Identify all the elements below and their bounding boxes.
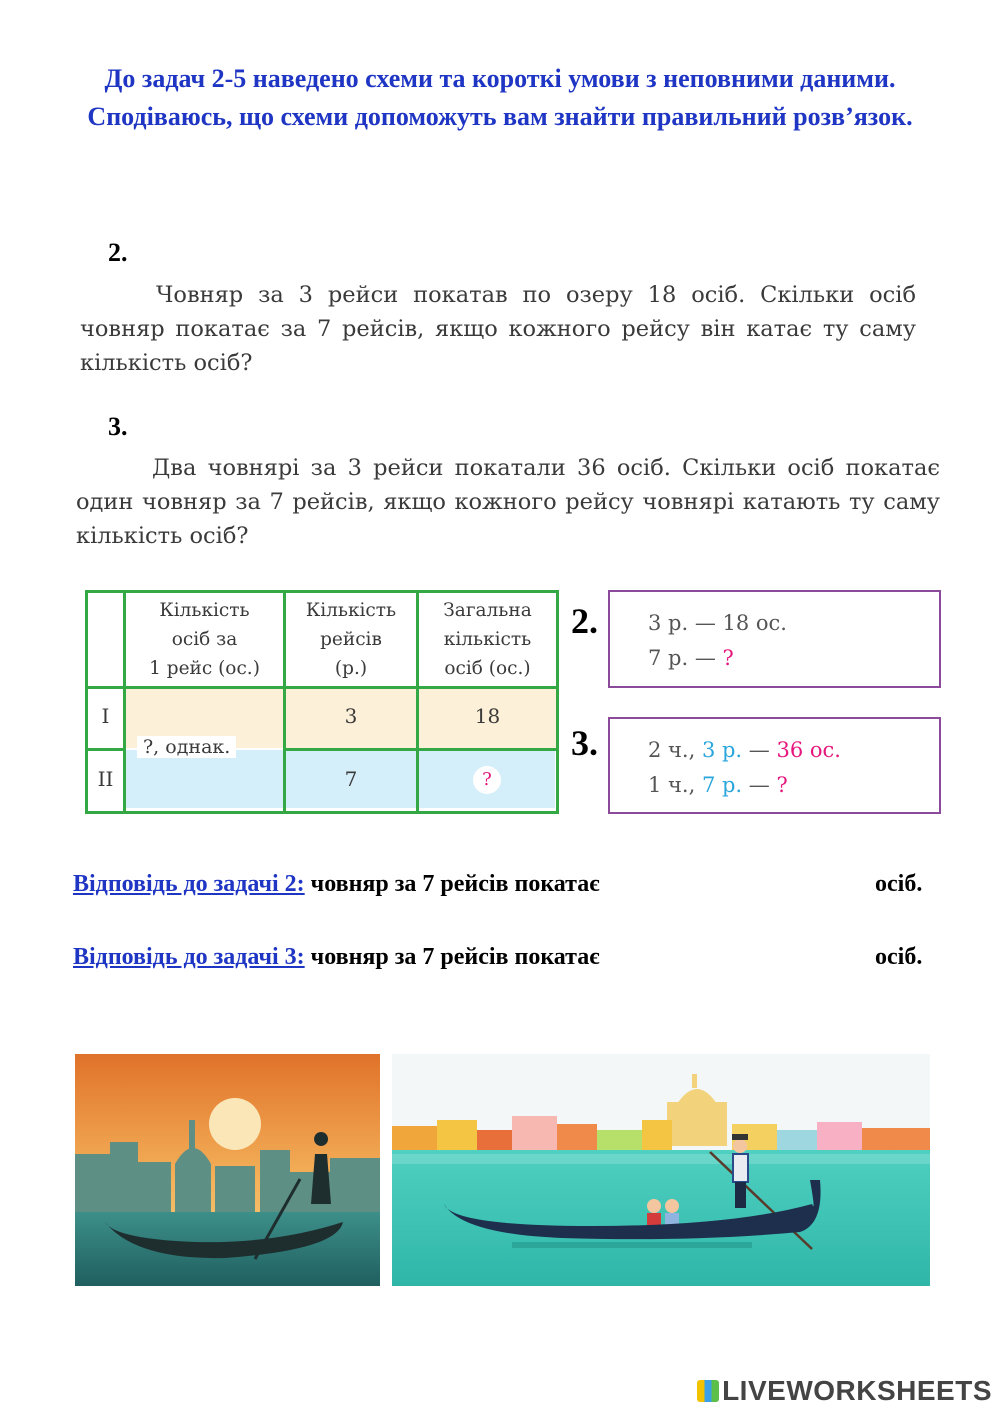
answer-2-link[interactable]: Відповідь до задачі 2: [73, 871, 305, 897]
liveworksheets-logo-icon [697, 1380, 719, 1402]
intro-text: До задач 2-5 наведено схеми та короткі умови з неповними даними. Сподіваюсь, що схеми допоможуть вам знайти правильний розв’язок. [87, 64, 913, 131]
scheme-3-number: 3. [571, 723, 598, 763]
liveworksheets-logo[interactable]: LIVEWORKSHEETS [697, 1375, 992, 1407]
problem-3-text: Два човнярі за 3 рейси покатали 36 осіб. Скільки осіб покатає один човняр за 7 рейсів, якщо кожного рейсу човнярі катають ту саму кількість осіб? [76, 455, 940, 549]
scheme-2-number: 2. [571, 601, 598, 641]
row-2-label: II [97, 767, 114, 791]
scheme-3-box [608, 717, 941, 814]
data-table [85, 590, 559, 814]
grid-line [85, 686, 559, 689]
answer-3-input[interactable] [742, 941, 862, 975]
answer-3-unit: осіб. [875, 944, 923, 970]
row-2-trips: 7 [344, 767, 358, 791]
grid-line [556, 590, 559, 814]
answer-3-link[interactable]: Відповідь до задачі 3: [73, 944, 305, 970]
sunset-gondola-illustration [75, 1054, 380, 1286]
scheme-2-box [608, 590, 941, 688]
answer-3: Відповідь до задачі 3: човняр за 7 рейсів покатає [73, 944, 600, 970]
merged-persons-per-trip: ?, однак. [137, 736, 236, 758]
grid-line [85, 811, 559, 814]
grid-line [85, 590, 559, 593]
grid-line [284, 748, 559, 751]
grid-line [85, 748, 125, 751]
row-1-trips: 3 [344, 704, 358, 728]
row-1-total: 18 [474, 704, 501, 728]
scheme-3-line-1: 2 ч., 3 р. — 36 ос. [648, 738, 841, 762]
venice-gondola-illustration [392, 1054, 930, 1286]
problem-2-number: 2. [108, 238, 128, 267]
scheme-2-line-2: 7 р. — ? [648, 646, 734, 670]
problem-3-number: 3. [108, 412, 128, 441]
scheme-2-line-1: 3 р. — 18 ос. [648, 611, 787, 635]
answer-2-input[interactable] [742, 868, 862, 902]
problem-2-text: Човняр за 3 рейси покатав по озеру 18 осіб. Скільки осіб човняр покатає за 7 рейсів, якщо кожного рейсу він катає ту саму кількість осіб? [80, 282, 916, 376]
row-1-label: I [101, 704, 110, 728]
scheme-3-line-2: 1 ч., 7 р. — ? [648, 773, 788, 797]
header-persons-per-trip: Кількість осіб за 1 рейс (ос.) [149, 600, 260, 679]
answer-2: Відповідь до задачі 2: човняр за 7 рейсів покатає [73, 871, 600, 897]
header-trips: Кількість рейсів (р.) [305, 600, 397, 679]
answer-2-unit: осіб. [875, 871, 923, 897]
header-total: Загальна кількість осіб (ос.) [443, 600, 532, 679]
row-2-total-question: ? [473, 766, 501, 794]
